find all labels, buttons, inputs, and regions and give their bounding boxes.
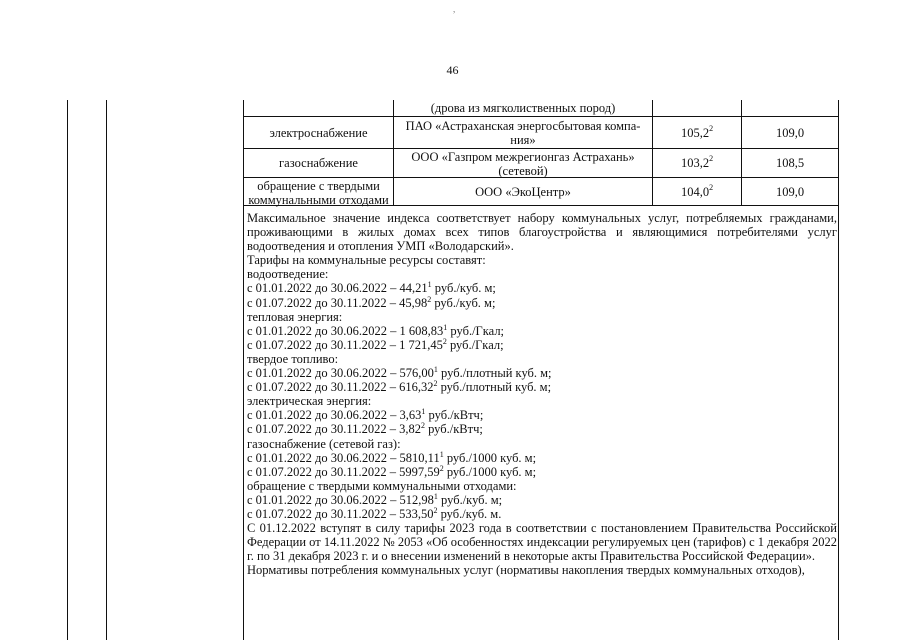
supplier-cell: ООО «ЭкоЦентр» xyxy=(475,185,571,199)
tariff-line: с 01.01.2022 до 30.06.2022 – 576,00$^1$ руб./плотный куб. м; xyxy=(247,364,552,381)
tariff-line: с 01.07.2022 до 30.11.2022 – 5997,59$^2$ руб./1000 куб. м; xyxy=(247,463,537,479)
tariff-line: с 01.07.2022 до 30.11.2022 – 533,50$^2$ руб./куб. м. xyxy=(247,505,502,521)
group-name: электрическая энергия: xyxy=(247,394,372,409)
tariff-line: с 01.01.2022 до 30.06.2022 – 3,63$^1$ руб./кВтч; xyxy=(247,407,484,423)
service-cell: обращение с твердыми коммунальными отходами xyxy=(248,179,389,207)
index-cell: 103,2$^2$ xyxy=(680,153,714,170)
tariff-line: с 01.07.2022 до 30.11.2022 – 45,98$^2$ руб./куб. м; xyxy=(247,294,496,310)
group-name: обращение с твердыми коммунальными отходами: xyxy=(247,478,517,493)
max-index-cell: 108,5 xyxy=(775,156,805,170)
intro-paragraph: Максимальное значение индекса соответствует набору коммунальных услуг, потребляемых гражданами, проживающими в жилых домах всех типов благоустройства и являющимися потребителями услуг водоотведения и отопления УМП «Володарский». xyxy=(247,211,837,254)
tariff-line: с 01.07.2022 до 30.11.2022 – 1 721,45$^2$ руб./Гкал; xyxy=(247,336,504,352)
scan-speck: , xyxy=(453,4,456,14)
supplier-cell: ООО «Газпром межрегионгаз Астрахань» (сетевой) xyxy=(411,150,635,178)
page-number: 46 xyxy=(446,63,459,77)
decree-paragraph: С 01.12.2022 вступят в силу тарифы 2023 года в соответствии с постановлением Правительства Российской Федерации от 14.11.2022 № 2053 «Об особенностях индексации регулируемых цен (тарифов) с 1 декабря 2022 г. по 31 декабря 2023 г. и о внесении изменений в некоторые акты Правительства Российской Федерации». xyxy=(247,521,837,564)
index-cell: 105,2$^2$ xyxy=(680,123,714,140)
tariffs-header: Тарифы на коммунальные ресурсы составят: xyxy=(247,253,486,268)
supplier-cell: ПАО «Астраханская энергосбытовая компа-ния» xyxy=(405,119,641,147)
table-row xyxy=(394,101,652,115)
tariff-line: с 01.01.2022 до 30.06.2022 – 1 608,83$^1$ руб./Гкал; xyxy=(247,322,505,338)
tariff-text-block xyxy=(247,211,837,577)
group-name: тепловая энергия: xyxy=(247,309,343,324)
group-name: газоснабжение (сетевой газ): xyxy=(247,436,401,451)
tariff-line: с 01.01.2022 до 30.06.2022 – 5810,11$^1$ руб./1000 куб. м; xyxy=(247,449,537,465)
service-cell: электроснабжение xyxy=(269,126,368,140)
tariff-line: с 01.01.2022 до 30.06.2022 – 44,21$^1$ руб./куб. м; xyxy=(247,280,496,296)
supplier-cell: (дрова из мягколиственных пород) xyxy=(430,101,616,115)
norms-paragraph: Нормативы потребления коммунальных услуг (нормативы накопления твердых коммунальных отходов), xyxy=(247,563,805,578)
max-index-cell: 109,0 xyxy=(775,185,805,199)
index-cell: 104,0$^2$ xyxy=(680,182,714,199)
tariff-line: с 01.07.2022 до 30.11.2022 – 616,32$^2$ руб./плотный куб. м; xyxy=(247,378,552,395)
group-name: твердое топливо: xyxy=(247,351,339,366)
group-name: водоотведение: xyxy=(247,267,329,282)
max-index-cell: 109,0 xyxy=(775,126,805,140)
tariff-line: с 01.07.2022 до 30.11.2022 – 3,82$^2$ руб./кВтч; xyxy=(247,421,483,437)
tariff-line: с 01.01.2022 до 30.06.2022 – 512,98$^1$ руб./куб. м; xyxy=(247,491,503,507)
service-cell: газоснабжение xyxy=(279,156,358,170)
